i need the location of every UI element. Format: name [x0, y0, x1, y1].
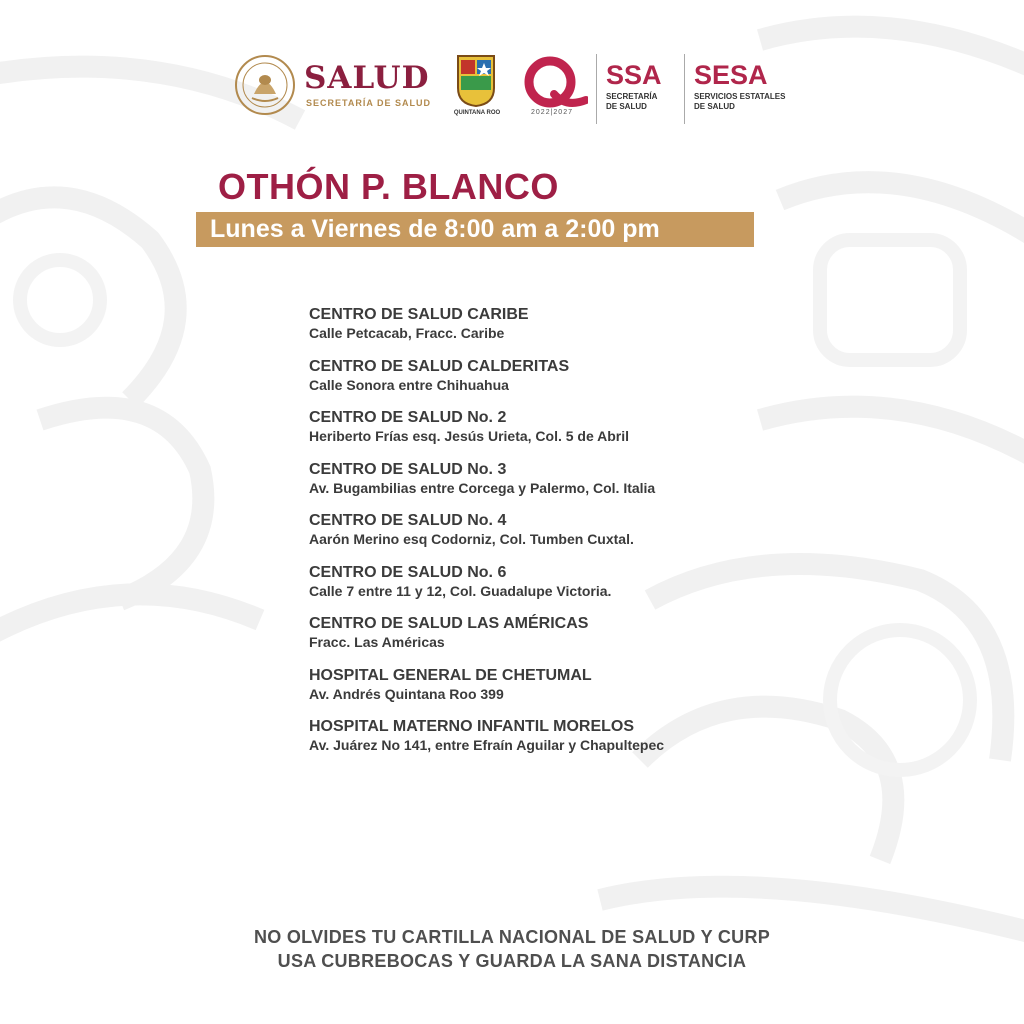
list-item — [309, 305, 829, 357]
location-name: CENTRO DE SALUD No. 2 — [309, 409, 507, 426]
list-item — [309, 614, 829, 666]
schedule-banner: Lunes a Viernes de 8:00 am a 2:00 pm — [196, 212, 754, 247]
footer-notice — [0, 925, 1024, 973]
location-name: HOSPITAL MATERNO INFANTIL MORELOS — [309, 718, 635, 735]
government-period: 2022|2027 — [531, 109, 573, 116]
location-address: Fracc. Las Américas — [309, 634, 445, 650]
location-name: CENTRO DE SALUD No. 4 — [309, 512, 507, 529]
footer-line-2: USA CUBREBOCAS Y GUARDA LA SANA DISTANCIA — [277, 951, 747, 971]
location-address: Av. Juárez No 141, entre Efraín Aguilar y Chapultepec — [309, 737, 665, 753]
list-item — [309, 666, 829, 718]
footer-line-1: NO OLVIDES TU CARTILLA NACIONAL DE SALUD Y CURP — [253, 927, 771, 947]
logo-divider — [596, 54, 597, 124]
location-address: Heriberto Frías esq. Jesús Urieta, Col. 5 de Abril — [309, 428, 630, 444]
location-address: Calle 7 entre 11 y 12, Col. Guadalupe Victoria. — [309, 582, 612, 599]
ssa-logo-word: SSA — [606, 60, 662, 90]
logo-divider — [684, 54, 685, 124]
location-name: CENTRO DE SALUD LAS AMÉRICAS — [309, 615, 589, 632]
sesa-logo-subtitle: SERVICIOS ESTATALES DE SALUD — [694, 92, 786, 111]
logo-bar — [232, 48, 802, 128]
quintana-roo-shield-icon — [456, 52, 496, 108]
location-name: CENTRO DE SALUD CALDERITAS — [309, 357, 570, 375]
location-name: CENTRO DE SALUD CARIBE — [309, 306, 529, 323]
mexico-seal-icon — [234, 54, 296, 116]
page-title: OTHÓN P. BLANCO — [218, 166, 559, 207]
location-name: CENTRO DE SALUD No. 3 — [309, 460, 507, 478]
government-q-logo-icon — [518, 54, 588, 114]
sesa-logo-word: SESA — [694, 60, 768, 90]
list-item — [309, 563, 829, 615]
list-item — [309, 511, 829, 563]
location-name: HOSPITAL GENERAL DE CHETUMAL — [309, 666, 592, 684]
locations-list — [309, 305, 829, 769]
list-item — [309, 408, 829, 460]
list-item — [309, 717, 829, 769]
location-name: CENTRO DE SALUD No. 6 — [309, 563, 507, 581]
salud-logo-word: SALUD — [304, 60, 430, 96]
location-address: Calle Sonora entre Chihuahua — [309, 376, 509, 393]
salud-logo-subtitle: SECRETARÍA DE SALUD — [306, 98, 432, 108]
location-address: Av. Andrés Quintana Roo 399 — [309, 685, 504, 702]
list-item — [309, 460, 829, 512]
list-item — [309, 357, 829, 409]
quintana-roo-label: QUINTANA ROO — [453, 110, 501, 116]
location-address: Calle Petcacab, Fracc. Caribe — [309, 325, 505, 341]
ssa-logo-subtitle: SECRETARÍA DE SALUD — [606, 92, 658, 111]
location-address: Av. Bugambilias entre Corcega y Palermo, Col. Italia — [309, 479, 656, 496]
location-address: Aarón Merino esq Codorniz, Col. Tumben Cuxtal. — [309, 531, 634, 547]
